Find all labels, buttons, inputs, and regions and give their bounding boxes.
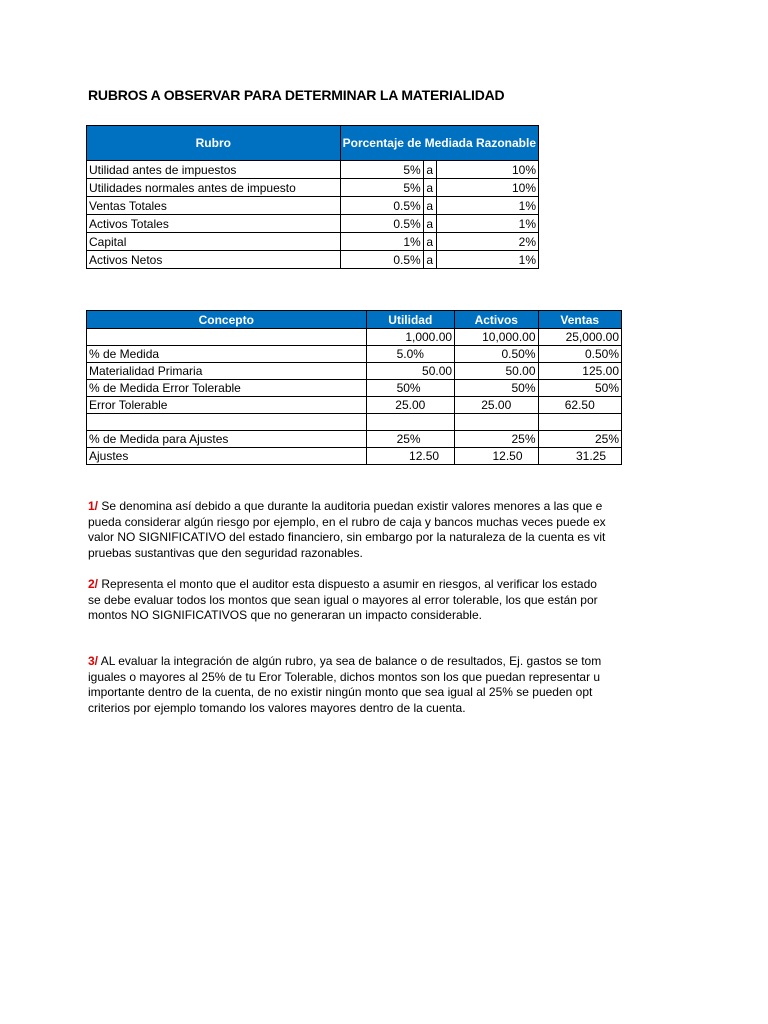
cell-high: 1% (436, 197, 538, 215)
cell: Error Tolerable (87, 397, 367, 414)
cell-label: Activos Totales (87, 215, 341, 233)
cell-high: 10% (436, 179, 538, 197)
cell-label: Ventas Totales (87, 197, 341, 215)
note-line: AL evaluar la integración de algún rubro, ya sea de balance o de resultados, Ej. gastos se tom (98, 654, 602, 668)
cell-high: 1% (436, 251, 538, 269)
cell: 62.50 (538, 397, 622, 414)
cell-sep: a (423, 215, 436, 233)
cell-label: Capital (87, 233, 341, 251)
table-row (87, 363, 622, 380)
table-row (87, 397, 622, 414)
cell-high: 10% (436, 161, 538, 179)
header-concepto: Concepto (87, 311, 367, 329)
cell: 5.0% (366, 346, 454, 363)
cell: 1,000.00 (366, 329, 454, 346)
note-line: montos NO SIGNIFICATIVOS que no generaran un impacto considerable. (88, 608, 482, 622)
cell: 25.00 (455, 397, 538, 414)
note-line: criterios por ejemplo tomando los valores mayores dentro de la cuenta. (88, 700, 466, 715)
cell-low: 0.5% (340, 215, 423, 233)
cell: 25% (455, 431, 538, 448)
note-number: 3/ (88, 654, 99, 668)
note-line: valor NO SIGNIFICATIVO del estado financiero, sin embargo por la naturaleza de la cuenta es vit (88, 530, 606, 544)
table-row (87, 215, 539, 233)
cell-low: 5% (340, 161, 423, 179)
cell-high: 2% (436, 233, 538, 251)
table-row (87, 448, 622, 465)
cell-low: 0.5% (340, 251, 423, 269)
table-row (87, 161, 539, 179)
cell: % de Medida (87, 346, 367, 363)
cell: Materialidad Primaria (87, 363, 367, 380)
cell: Ajustes (87, 448, 367, 465)
cell (87, 329, 367, 346)
table-row (87, 233, 539, 251)
cell: 31.25 (538, 448, 622, 465)
note-line: Se denomina así debido a que durante la auditoria puedan existir valores menores a las que e (98, 499, 603, 513)
cell-sep: a (423, 161, 436, 179)
cell: 0.50% (538, 346, 622, 363)
cell: 0.50% (455, 346, 538, 363)
cell-sep: a (423, 197, 436, 215)
note-1 (88, 499, 623, 561)
cell-sep: a (423, 179, 436, 197)
rubros-table (86, 125, 539, 269)
cell-sep: a (423, 251, 436, 269)
header-porcentaje: Porcentaje de Mediada Razonable (340, 126, 538, 161)
header-activos: Activos (455, 311, 538, 329)
cell-label: Activos Netos (87, 251, 341, 269)
cell-label: Utilidades normales antes de impuesto (87, 179, 341, 197)
cell: % de Medida Error Tolerable (87, 380, 367, 397)
table-row (87, 329, 622, 346)
note-line: pruebas sustantivas que den seguridad razonables. (88, 545, 363, 560)
table-row (87, 431, 622, 448)
cell: 25.00 (366, 397, 454, 414)
cell: 50% (538, 380, 622, 397)
cell-label: Utilidad antes de impuestos (87, 161, 341, 179)
note-line: se debe evaluar todos los montos que sean igual o mayores al error tolerable, los que están por (88, 592, 598, 607)
cell: % de Medida para Ajustes (87, 431, 367, 448)
cell-sep: a (423, 233, 436, 251)
header-ventas: Ventas (538, 311, 622, 329)
cell: 125.00 (538, 363, 622, 380)
cell: 10,000.00 (455, 329, 538, 346)
table-row (87, 179, 539, 197)
materialidad-table (86, 310, 622, 465)
spacer-row (87, 414, 622, 431)
table-row (87, 251, 539, 269)
note-line: iguales o mayores al 25% de tu Eror Tolerable, dichos montos son los que puedan representar u (88, 669, 601, 684)
cell: 25% (538, 431, 622, 448)
cell: 50% (455, 380, 538, 397)
cell: 50.00 (366, 363, 454, 380)
note-number: 2/ (88, 577, 99, 591)
table-row (87, 197, 539, 215)
page-title: RUBROS A OBSERVAR PARA DETERMINAR LA MATERIALIDAD (88, 87, 505, 103)
cell-low: 5% (340, 179, 423, 197)
cell-low: 1% (340, 233, 423, 251)
note-line: importante dentro de la cuenta, de no existir ningún monto que sea igual al 25% se pueden opt (88, 685, 593, 699)
cell: 50% (366, 380, 454, 397)
note-number: 1/ (88, 499, 99, 513)
note-line: Representa el monto que el auditor esta dispuesto a asumir en riesgos, al verificar los estado (98, 577, 597, 591)
note-line: pueda considerar algún riesgo por ejemplo, en el rubro de caja y bancos muchas veces puede ex (88, 514, 606, 529)
cell: 25% (366, 431, 454, 448)
header-rubro: Rubro (87, 126, 341, 161)
table-row (87, 346, 622, 363)
note-3 (88, 654, 623, 716)
cell: 12.50 (366, 448, 454, 465)
cell: 50.00 (455, 363, 538, 380)
cell: 12.50 (455, 448, 538, 465)
note-2 (88, 577, 623, 624)
table-row (87, 380, 622, 397)
cell: 25,000.00 (538, 329, 622, 346)
header-utilidad: Utilidad (366, 311, 454, 329)
cell-low: 0.5% (340, 197, 423, 215)
cell-high: 1% (436, 215, 538, 233)
